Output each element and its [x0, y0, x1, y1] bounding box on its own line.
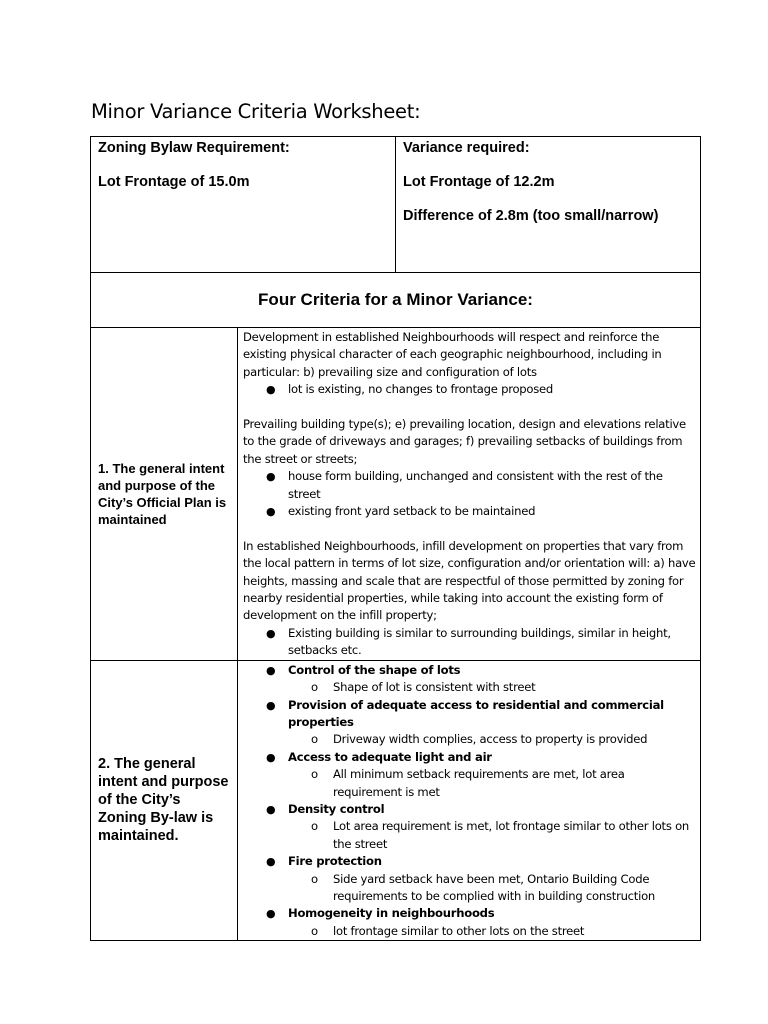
sub-item — [243, 871, 696, 906]
circle-bullet-icon: o — [311, 767, 318, 782]
bullet-icon: ● — [266, 750, 276, 764]
bullet-icon: ● — [266, 663, 276, 677]
bullet-heading: Homogeneity in neighbourhoods — [288, 906, 495, 921]
variance-label: Variance required: — [403, 140, 530, 156]
sub-item-text: Shape of lot is consistent with street — [333, 680, 536, 695]
bullet-item — [243, 697, 696, 732]
bullet-item — [243, 625, 696, 660]
bullet-text: existing front yard setback to be maintained — [288, 504, 536, 519]
bullet-text: house form building, unchanged and consistent with the rest of the street — [288, 469, 663, 501]
criterion-1-paragraph: Prevailing building type(s); e) prevailing location, design and elevations relative to the grade of driveways and garages; f) prevailing setbacks of buildings from the street or streets; — [243, 417, 686, 466]
sub-item — [243, 818, 696, 853]
bullet-heading: Fire protection — [288, 854, 382, 869]
bullet-item — [243, 801, 696, 818]
bullet-icon: ● — [266, 698, 276, 712]
zoning-value: Lot Frontage of 15.0m — [98, 174, 250, 190]
criterion-1-body — [238, 328, 701, 661]
bullet-heading: Provision of adequate access to residential and commercial properties — [288, 697, 664, 729]
circle-bullet-icon: o — [311, 923, 318, 938]
variance-value: Lot Frontage of 12.2m — [403, 174, 555, 190]
criterion-1-paragraph: In established Neighbourhoods, infill development on properties that vary from the local pattern in terms of lot size, configuration and/or orientation will: a) have heights, massing and scale that are respectful of those permitted by zoning for nearby residential properties, while taking into account the existing form of development on the infill property; — [243, 538, 696, 623]
variance-cell — [396, 137, 701, 273]
bullet-text: Existing building is similar to surrounding buildings, similar in height, setbacks etc. — [288, 625, 671, 658]
bullet-icon: ● — [266, 907, 276, 921]
section-row — [91, 273, 701, 328]
page-title: Minor Variance Criteria Worksheet: — [91, 100, 421, 123]
bullet-item — [243, 749, 696, 766]
bullet-item — [243, 381, 696, 398]
bullet-icon: ● — [266, 802, 276, 816]
criterion-row-1 — [91, 328, 701, 661]
criterion-row-2 — [91, 660, 701, 941]
bullet-heading: Access to adequate light and air — [288, 749, 492, 764]
bullet-icon: ● — [266, 470, 276, 484]
bullet-item — [243, 662, 696, 679]
criterion-1-paragraph: Development in established Neighbourhoods will respect and reinforce the existing physical character of each geographic neighbourhood, including in particular: b) prevailing size and configuration of lots — [243, 330, 662, 379]
requirement-row — [91, 137, 701, 273]
section-title: Four Criteria for a Minor Variance: — [258, 290, 533, 309]
bullet-item — [243, 503, 696, 520]
sub-item — [243, 923, 696, 940]
bullet-heading: Density control — [288, 801, 385, 816]
sub-item — [243, 731, 696, 748]
variance-difference: Difference of 2.8m (too small/narrow) — [403, 208, 659, 224]
bullet-icon: ● — [266, 383, 276, 397]
bullet-icon: ● — [266, 626, 276, 640]
sub-item-text: All minimum setback requirements are met, lot area requirement is met — [333, 767, 625, 799]
circle-bullet-icon: o — [311, 680, 318, 695]
circle-bullet-icon: o — [311, 732, 318, 747]
bullet-item — [243, 468, 696, 503]
circle-bullet-icon: o — [311, 871, 318, 886]
bullet-text: lot is existing, no changes to frontage proposed — [288, 382, 554, 397]
criterion-2-label: 2. The general intent and purpose of the City’s Zoning By-law is maintained. — [91, 660, 238, 941]
sub-item — [243, 679, 696, 696]
section-cell — [91, 273, 701, 328]
circle-bullet-icon: o — [311, 819, 318, 834]
zoning-cell — [91, 137, 396, 273]
bullet-icon: ● — [266, 855, 276, 869]
criterion-1-label: 1. The general intent and purpose of the City’s Official Plan is maintained — [91, 328, 238, 661]
zoning-label: Zoning Bylaw Requirement: — [98, 140, 290, 156]
sub-item-text: Lot area requirement is met, lot frontage similar to other lots on the street — [333, 819, 690, 851]
bullet-icon: ● — [266, 505, 276, 519]
sub-item-text: lot frontage similar to other lots on the street — [333, 923, 585, 938]
sub-item-text: Driveway width complies, access to property is provided — [333, 732, 648, 747]
criteria-table — [90, 136, 701, 941]
sub-item-text: Side yard setback have been met, Ontario Building Code requirements to be complied with in building construction — [333, 871, 656, 903]
bullet-item — [243, 853, 696, 870]
bullet-item — [243, 905, 696, 922]
bullet-heading: Control of the shape of lots — [288, 662, 461, 677]
sub-item — [243, 766, 696, 801]
criterion-2-body — [238, 660, 701, 941]
